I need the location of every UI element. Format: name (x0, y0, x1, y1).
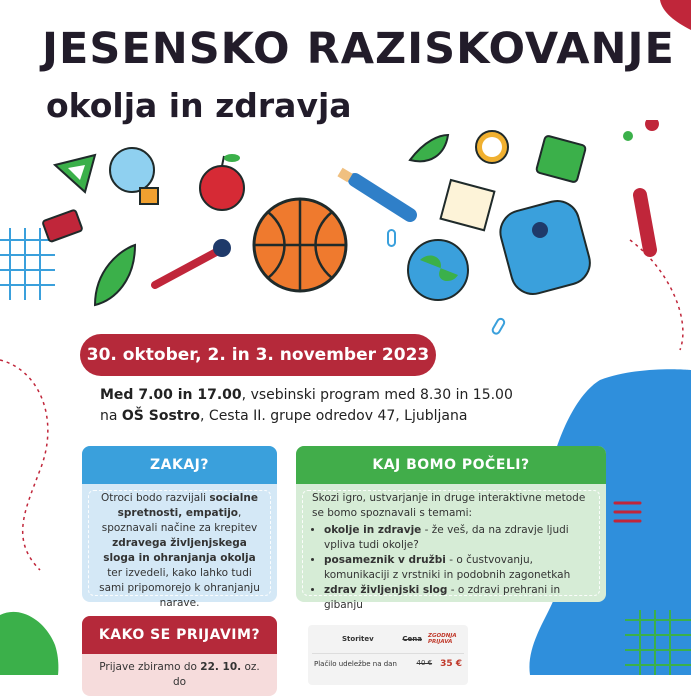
price-col-service: Storitev (342, 635, 374, 643)
table-row (314, 659, 462, 669)
topic-text: - o zdravi prehrani in gibanju (324, 584, 561, 611)
zakaj-t2: , spoznavali načine za krepitev (101, 507, 258, 534)
zakaj-b2: zdravega življenjskega sloga in ohranjanja okolja (103, 537, 256, 564)
price-old: 40 € (416, 659, 433, 667)
price-promo-label: ZGODNJA PRIJAVA (428, 633, 457, 645)
price-divider (312, 653, 464, 654)
kaj-heading: KAJ BOMO POČELI? (296, 446, 606, 484)
zakaj-heading: ZAKAJ? (82, 446, 277, 484)
kaj-text (312, 491, 592, 613)
list-item (324, 553, 592, 583)
alarm-clock-icon (476, 131, 508, 163)
price-table-header (314, 633, 462, 645)
zakaj-t3: ter izvedeli, kako lahko tudi sami pripomorejo k ohranjanju narave. (99, 567, 260, 609)
kaj-card (296, 446, 606, 611)
zakaj-card (82, 446, 277, 609)
topic-bold: posameznik v družbi (324, 554, 446, 566)
backpack-icon (495, 196, 594, 299)
globe-icon (408, 240, 468, 300)
pushpin-icon (623, 120, 659, 141)
school-illustrations (0, 120, 691, 335)
schedule-time-rest: , vsebinski program med 8.30 in 15.00 (241, 387, 513, 403)
dotted-arc-left (0, 360, 48, 570)
list-item (324, 523, 592, 553)
prijava-t1: Prijave zbiramo do (99, 661, 201, 673)
kaj-intro: Skozi igro, ustvarjanje in druge interaktivne metode se bomo spoznavali s temami: (312, 492, 586, 519)
zakaj-t1: Otroci bodo razvijali (101, 492, 210, 504)
binder-clip-icon (42, 210, 82, 243)
page-title: JESENSKO RAZISKOVANJE (42, 24, 675, 74)
leaf-icon-2 (410, 135, 448, 161)
prijava-card (82, 616, 277, 696)
schedule-place-bold: OŠ Sostro (121, 408, 201, 424)
zakaj-b1: socialne spretnosti, empatijo (117, 492, 258, 519)
prijava-text (96, 660, 263, 690)
schedule-place-rest: , Cesta II. grupe odredov 47, Ljubljana (200, 408, 468, 424)
price-table (308, 625, 468, 685)
triangle-ruler-icon (55, 155, 95, 192)
pencil-icon-right (640, 195, 650, 250)
price-new: 35 € (440, 659, 462, 669)
schedule-place-prefix: na (100, 408, 122, 424)
topic-bold: zdrav življenjski slog (324, 584, 448, 596)
list-item (324, 583, 592, 613)
topic-text: - že veš, da na zdravje ljudi vpliva tudi okolje? (324, 524, 569, 551)
topic-bold: okolje in zdravje (324, 524, 422, 536)
basketball-icon (254, 199, 346, 291)
notepad-icon (441, 180, 495, 230)
paintbrush-icon (155, 239, 231, 285)
kaj-topic-list (312, 523, 592, 613)
date-banner: 30. oktober, 2. in 3. november 2023 (80, 334, 436, 376)
price-col-cena: Cena (402, 635, 422, 643)
sharpener-icon (536, 135, 586, 183)
leaf-icon (95, 245, 135, 305)
lightbulb-icon (110, 148, 158, 204)
prijava-heading: KAKO SE PRIJAVIM? (82, 616, 277, 654)
apple-icon (200, 154, 244, 210)
page-subtitle: okolja in zdravja (46, 86, 352, 125)
prijava-t2: oz. do (172, 661, 260, 688)
green-blob-bottom-left (0, 612, 58, 675)
pencil-icon (340, 172, 410, 215)
price-row-label: Plačilo udeležbe na dan (314, 660, 397, 668)
schedule-time-bold: Med 7.00 in 17.00 (100, 387, 242, 403)
prijava-b1: 22. 10. (200, 661, 242, 673)
schedule-info (100, 385, 600, 427)
topic-text: - o čustvovanju, komunikaciji z vrstniki in podobnih zagonetkah (324, 554, 571, 581)
zakaj-text (96, 491, 263, 611)
